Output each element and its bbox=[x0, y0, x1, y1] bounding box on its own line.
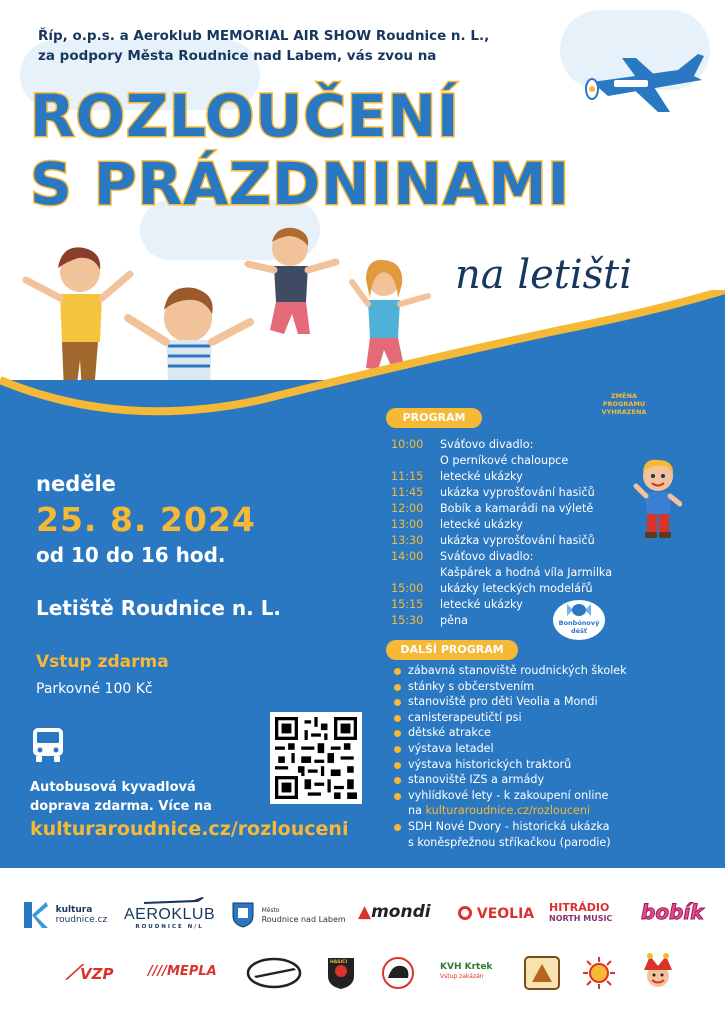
schedule-row: 14:00 Sváťovo divadlo: bbox=[391, 550, 534, 563]
vzp-logo: ⟋VZP bbox=[66, 960, 114, 984]
dog-icon bbox=[378, 956, 418, 990]
kvh-krtek-logo: KVH Krtek Vstup zakázán bbox=[440, 962, 493, 980]
wave-divider bbox=[0, 290, 725, 440]
list-item: výstava letadel bbox=[394, 741, 714, 757]
jester-logo bbox=[638, 952, 678, 996]
kultura-roudnice-logo: kultura roudnice.cz bbox=[24, 902, 107, 928]
subtitle: na letišti bbox=[455, 252, 633, 298]
program-change-note: ZMĚNA PROGRAMU VYHRAZENA bbox=[601, 392, 647, 416]
hasici-logo: HASIČI bbox=[326, 956, 356, 994]
more-program-list bbox=[394, 663, 714, 850]
circus-badge-icon bbox=[524, 956, 560, 990]
sponsor-logos bbox=[0, 868, 725, 1024]
list-item: canisterapeutičtí psi bbox=[394, 710, 714, 726]
list-item: výstava historických traktorů bbox=[394, 757, 714, 773]
city-crest-icon bbox=[232, 902, 254, 928]
event-hours: od 10 do 16 hod. bbox=[36, 543, 226, 567]
list-item: SDH Nové Dvory - historická ukázka s koněspřežnou stříkačkou (parodie) bbox=[394, 819, 714, 850]
event-day: neděle bbox=[36, 472, 116, 496]
qr-code[interactable] bbox=[270, 712, 362, 804]
kultura-k-icon bbox=[24, 902, 48, 928]
invitation-text: Říp, o.p.s. a Aeroklub MEMORIAL AIR SHOW Roudnice n. L., za podpory Města Roudnice nad Labem, vás zvou na bbox=[38, 28, 490, 64]
aeroklub-plane-icon bbox=[124, 896, 214, 906]
candy-icon bbox=[567, 602, 591, 618]
schedule-row: 15:30 pěna bbox=[391, 614, 468, 627]
schedule-row: 10:00 Sváťovo divadlo: bbox=[391, 438, 534, 451]
schedule-row: 13:00 letecké ukázky bbox=[391, 518, 523, 531]
program-label: PROGRAM bbox=[386, 408, 482, 428]
list-item: stánky s občerstvením bbox=[394, 679, 714, 695]
schedule-row: 15:15 letecké ukázky bbox=[391, 598, 523, 611]
mesto-roudnice-logo: Město Roudnice nad Labem bbox=[232, 902, 346, 928]
candy-rain-badge: Bonbónový déšť bbox=[553, 600, 605, 640]
hitradio-logo: HITRÁDIO NORTH MUSIC bbox=[549, 901, 613, 923]
aeroklub-logo: AEROKLUB ROUDNICE N/L bbox=[124, 896, 215, 930]
bobik-logo: bobík bbox=[641, 900, 704, 924]
list-item: stanoviště pro děti Veolia a Mondi bbox=[394, 694, 714, 710]
jester-icon bbox=[638, 952, 678, 992]
bobik-mascot-icon bbox=[632, 456, 682, 542]
schedule-row: 12:00 Bobík a kamarádi na výletě bbox=[391, 502, 594, 515]
bus-icon bbox=[30, 726, 66, 764]
schedule-row: 15:00 ukázky leteckých modelářů bbox=[391, 582, 593, 595]
bus-info: Autobusová kyvadlová doprava zdarma. Více na bbox=[30, 780, 212, 814]
sun-icon bbox=[582, 956, 616, 990]
entry-free: Vstup zdarma bbox=[36, 652, 169, 672]
qr-code-icon bbox=[275, 717, 357, 799]
website-link[interactable]: kulturaroudnice.cz/rozlouceni bbox=[30, 818, 349, 840]
glider-club-logo bbox=[246, 956, 302, 994]
sun-logo bbox=[582, 956, 616, 994]
mepla-logo: ////MEPLA bbox=[148, 964, 217, 979]
circus-logo bbox=[524, 956, 560, 994]
list-item: dětské atrakce bbox=[394, 725, 714, 741]
event-venue: Letiště Roudnice n. L. bbox=[36, 596, 282, 620]
list-item: vyhlídkové lety - k zakoupení online na kulturaroudnice.cz/rozlouceni bbox=[394, 788, 714, 819]
airplane-icon bbox=[578, 46, 708, 116]
title-line-1: ROZLOUČENÍ bbox=[30, 82, 460, 150]
schedule-row: 11:45 ukázka vyprošťování hasičů bbox=[391, 486, 595, 499]
mondi-logo: ▲mondi bbox=[358, 902, 431, 922]
dog-club-logo bbox=[378, 956, 418, 994]
event-date: 25. 8. 2024 bbox=[36, 500, 256, 539]
event-date-block bbox=[36, 472, 256, 567]
schedule-row: 13:30 ukázka vyprošťování hasičů bbox=[391, 534, 595, 547]
glider-icon bbox=[246, 956, 302, 990]
list-item: zábavná stanoviště roudnických školek bbox=[394, 663, 714, 679]
schedule-row: O perníkové chaloupce bbox=[440, 454, 569, 467]
title-line-2: S PRÁZDNINAMI bbox=[30, 150, 571, 218]
online-link[interactable]: kulturaroudnice.cz/rozlouceni bbox=[425, 804, 591, 818]
list-item: stanoviště IZS a armády bbox=[394, 772, 714, 788]
more-program-label: DALŠÍ PROGRAM bbox=[386, 640, 518, 660]
veolia-logo: VEOLIA bbox=[458, 906, 534, 922]
schedule-row: 11:15 letecké ukázky bbox=[391, 470, 523, 483]
parking-fee: Parkovné 100 Kč bbox=[36, 681, 153, 697]
schedule-row: Kašpárek a hodná víla Jarmilka bbox=[440, 566, 613, 579]
